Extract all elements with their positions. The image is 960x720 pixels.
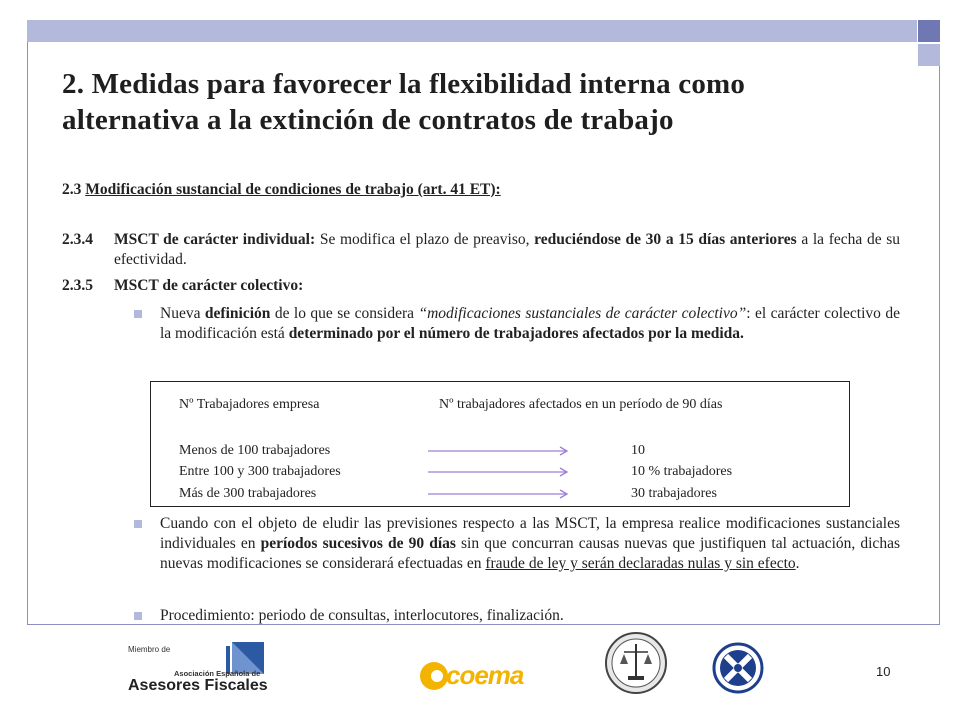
arrow-right-icon — [428, 489, 570, 499]
bullet-square-icon — [134, 310, 142, 318]
item-text-end: a la fecha de su efectividad. — [114, 231, 901, 268]
section-heading — [62, 180, 501, 200]
table-row-right: 10 — [631, 443, 645, 458]
aedaf-subtitle: Asociación Española de — [174, 669, 261, 678]
table-row-right: 30 trabajadores — [631, 486, 717, 501]
frame-left-line — [27, 42, 28, 624]
corner-square-dark — [918, 20, 940, 42]
section-number: 2.3 — [62, 181, 82, 198]
slide-title-line2: alternativa a la extinción de contratos de trabajo — [62, 104, 674, 136]
table-row-left: Más de 300 trabajadores — [179, 486, 317, 501]
seal-logo-icon — [604, 630, 668, 696]
bullet-text: Nueva — [160, 305, 205, 322]
item-label: MSCT de carácter colectivo: — [114, 277, 304, 294]
arrow-right-icon — [428, 446, 570, 456]
item-text: Se modifica el plazo de preaviso, — [315, 231, 535, 248]
member-label: Miembro de — [128, 645, 171, 654]
slide-title — [62, 66, 922, 138]
table-row-right: 10 % trabajadores — [631, 464, 733, 479]
bullet-definition — [134, 304, 900, 344]
table-row-left: Entre 100 y 300 trabajadores — [179, 464, 341, 479]
bullet-text: Cuando con el objeto de eludir las previsiones respecto a las MSCT, la empresa realice modificaciones sustanciales individuales en — [160, 515, 900, 552]
table-row-left: Menos de 100 trabajadores — [179, 443, 331, 458]
bullet-text: Procedimiento: periodo de consultas, interlocutores, finalización. — [160, 607, 564, 624]
bullet-italic: “modificaciones sustanciales de carácter colectivo” — [418, 305, 747, 322]
aedaf-name: Asesores Fiscales — [128, 677, 268, 694]
top-decorative-bar — [27, 20, 917, 42]
corner-square-light — [918, 44, 940, 66]
section-title: Modificación sustancial de condiciones de trabajo (art. 41 ET): — [85, 181, 501, 198]
table-header-left: Nº Trabajadores empresa — [179, 397, 320, 412]
arrow-right-icon — [428, 467, 570, 477]
frame-right-line — [939, 66, 940, 624]
bullet-fraud — [134, 514, 900, 574]
iba-logo-icon — [696, 626, 780, 710]
bullet-text: de lo que se considera — [270, 305, 419, 322]
item-bold-text: reduciéndose de 30 a 15 días anteriores — [534, 231, 797, 248]
table-header-right: Nº trabajadores afectados en un período de 90 días — [439, 397, 723, 412]
item-number: 2.3.5 — [62, 277, 93, 294]
bullet-square-icon — [134, 520, 142, 528]
item-label: MSCT de carácter individual: — [114, 231, 316, 248]
bullet-bold: determinado por el número de trabajadores afectados por la medida. — [288, 325, 744, 342]
bullet-bold: períodos sucesivos de 90 días — [260, 535, 456, 552]
coema-logo-text: coema — [446, 660, 524, 690]
item-2-3-4 — [62, 230, 900, 270]
bullet-bold: definición — [204, 305, 271, 322]
bullet-text: . — [795, 555, 800, 572]
bullet-procedure — [134, 606, 900, 626]
bullet-square-icon — [134, 612, 142, 620]
bullet-text: : el carácter colectivo de la modificación está — [160, 305, 900, 342]
item-2-3-5 — [62, 276, 900, 296]
bullet-text: sin que concurran causas nuevas que justifiquen tal actuación, dichas nuevas modificaciones se considerará efectuadas en — [160, 535, 900, 572]
page-number: 10 — [876, 664, 891, 679]
slide-title-line1: 2. Medidas para favorecer la flexibilidad interna como — [62, 68, 746, 100]
bullet-underline: fraude de ley y serán declaradas nulas y sin efecto — [485, 555, 796, 572]
item-number: 2.3.4 — [62, 231, 93, 248]
